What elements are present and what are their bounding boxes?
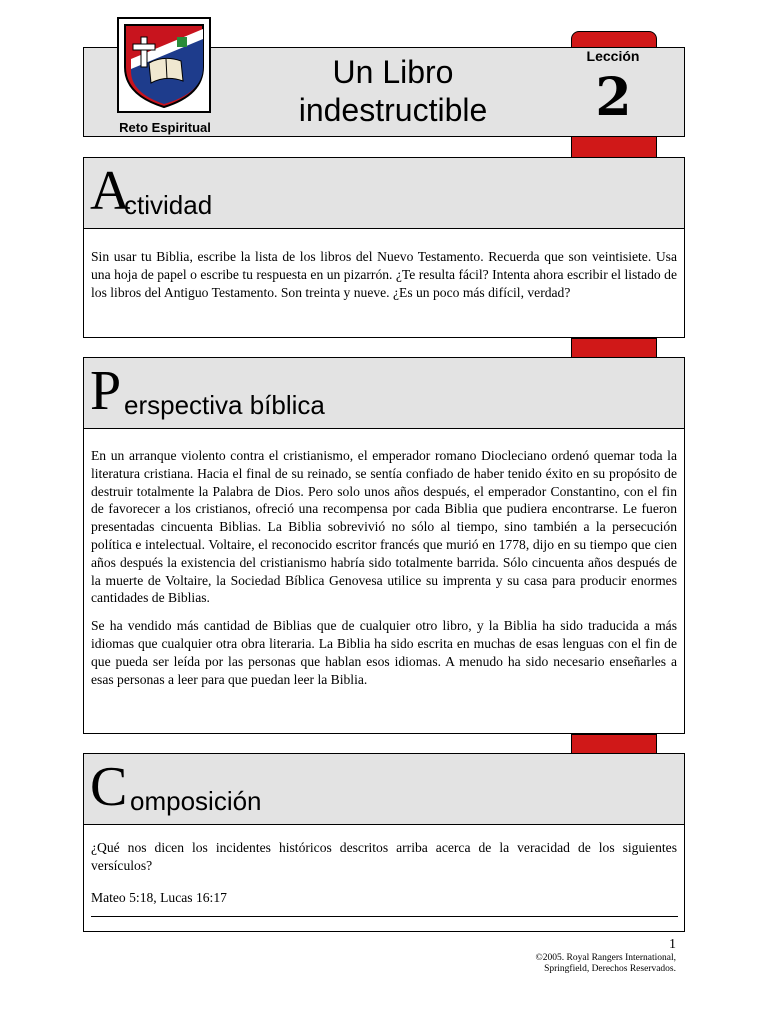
title-line-2: indestructible bbox=[298, 92, 488, 128]
activity-heading: ctividad bbox=[124, 190, 213, 220]
composition-heading: omposición bbox=[130, 786, 262, 816]
copyright-line-1: ©2005. Royal Rangers International, bbox=[535, 953, 676, 963]
copyright bbox=[536, 953, 676, 975]
activity-header bbox=[84, 158, 684, 229]
perspective-heading: erspectiva bíblica bbox=[124, 390, 325, 420]
lesson-label: Lección bbox=[586, 48, 640, 64]
composition-verses: Mateo 5:18, Lucas 16:17 bbox=[91, 889, 227, 905]
activity-body bbox=[84, 229, 684, 301]
perspective-paragraph-2: Se ha vendido más cantidad de Biblias que de cualquier otro libro, y la Biblia ha sido traducida a más idiomas que cualquier otra obra literaria. La Biblia ha sido escrita en muchas de esas lenguas con el fin de que pueda ser leída por las personas que hablan esos idiomas. A menudo ha sido necesario enseñarles a esas personas a leer para que puedan leer la Biblia. bbox=[91, 618, 677, 687]
composition-section bbox=[83, 753, 685, 932]
answer-line[interactable] bbox=[91, 916, 678, 917]
page-title bbox=[250, 53, 536, 129]
perspective-body bbox=[84, 429, 684, 688]
perspective-initial: P bbox=[90, 360, 122, 422]
activity-section bbox=[83, 157, 685, 338]
perspective-header bbox=[84, 358, 684, 429]
composition-body bbox=[84, 825, 684, 906]
title-line-1: Un Libro bbox=[332, 54, 454, 90]
lesson-number: 2 bbox=[595, 67, 631, 128]
activity-initial: A bbox=[90, 160, 131, 222]
composition-header bbox=[84, 754, 684, 825]
page-number: 1 bbox=[669, 937, 676, 952]
activity-text: Sin usar tu Biblia, escribe la lista de los libros del Nuevo Testamento. Recuerda que son veintisiete. Usa una hoja de papel o escribe tu respuesta en un pizarrón. ¿Te resulta fácil? Intenta ahora escribir el listado de los libros del Antiguo Testamento. Son treinta y nueve. ¿Es un poco más difícil, verdad? bbox=[91, 249, 677, 300]
perspective-paragraph-1: En un arranque violento contra el cristianismo, el emperador romano Diocleciano ordenó quemar toda la literatura cristiana. Hacia el final de su reinado, se sentía confiado de haber tenido éxito en su propósito de destruir totalmente la Palabra de Dios. Pero solo unos años después, el emperador Constantino, con el fin de favorecer a los cristianos, ofreció una recompensa por cada Biblia que pudiera encontrarse. Le fueron presentadas cincuenta Biblias. La Biblia sobrevivió no sólo al tiempo, sino también a la persecución política e intelectual. Voltaire, el reconocido escritor francés que murió en 1778, dijo en su tiempo que cien años después la existencia del cristianismo habría sido totalmente barrida. Sólo cincuenta años después de la muerte de Voltaire, la Sociedad Bíblica Genovesa utilice su imprenta y su casa para producir enormes cantidades de Biblias. bbox=[91, 448, 677, 606]
copyright-line-2: Springfield, Derechos Reservados. bbox=[544, 964, 676, 974]
reto-espiritual-logo bbox=[117, 17, 211, 113]
composition-initial: C bbox=[90, 756, 128, 818]
logo-caption: Reto Espiritual bbox=[119, 120, 211, 135]
perspective-section bbox=[83, 357, 685, 734]
composition-question: ¿Qué nos dicen los incidentes históricos descritos arriba acerca de la veracidad de los siguientes versículos? bbox=[91, 840, 677, 873]
